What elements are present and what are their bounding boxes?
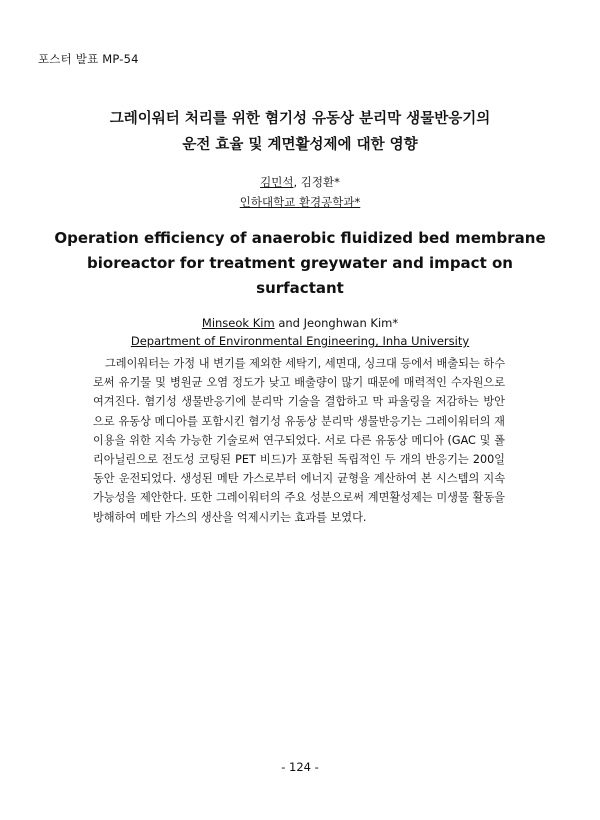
english-title [0,226,600,301]
korean-authors [0,172,600,212]
abstract-text: 그레이워터는 가정 내 변기를 제외한 세탁기, 세면대, 싱크대 등에서 배출되는 하수로써 유기물 및 병원균 오염 정도가 낮고 배출량이 많기 때문에 매력적인 수자원으로 여겨진다. 혐기성 생물반응기에 분리막 기술을 결합하고 막 파울링을 저감하는 방안으로 유동상 메디아를 포함시킨 혐기성 유동상 분리막 생물반응기는 그레이워터의 재이용을 위한 지속 가능한 기술로써 연구되었다. 서로 다른 유동상 메디아 (GAC 및 폴리아닐린으로 전도성 코팅된 PET 비드)가 포함된 독립적인 두 개의 반응기는 200일 동안 운전되었다. 생성된 메탄 가스로부터 에너지 균형을 계산하여 본 시스템의 지속 가능성을 제안한다. 또한 그레이워터의 주요 성분으로써 계면활성제는 미생물 활동을 방해하여 메탄 가스의 생산을 억제시키는 효과를 보였다. [93,357,505,524]
english-title-line-3: surfactant [256,279,344,297]
english-title-line-1: Operation efficiency of anaerobic fluidized bed membrane [54,229,546,247]
korean-affiliation: 인하대학교 환경공학과* [239,195,361,209]
english-author-2: Jeonghwan Kim* [303,316,399,330]
page-number: - 124 - [281,760,319,774]
english-title-line-2: bioreactor for treatment greywater and impact on [87,254,513,272]
korean-author-2: 김정환* [300,175,340,189]
korean-author-line [0,172,600,192]
korean-author-separator: , [293,175,301,189]
korean-author-1: 김민석 [260,175,294,189]
english-author-line [0,314,600,332]
korean-title-line-1: 그레이워터 처리를 위한 혐기성 유동상 분리막 생물반응기의 [109,111,491,127]
korean-title [0,106,600,158]
english-author-1: Minseok Kim [201,316,275,330]
session-label: 포스터 발표 MP-54 [38,52,139,66]
english-author-separator: and [274,316,304,330]
english-affiliation: Department of Environmental Engineering, Inha University [130,334,470,348]
korean-title-line-2: 운전 효율 및 계면활성제에 대한 영향 [182,137,418,153]
english-authors [0,314,600,350]
